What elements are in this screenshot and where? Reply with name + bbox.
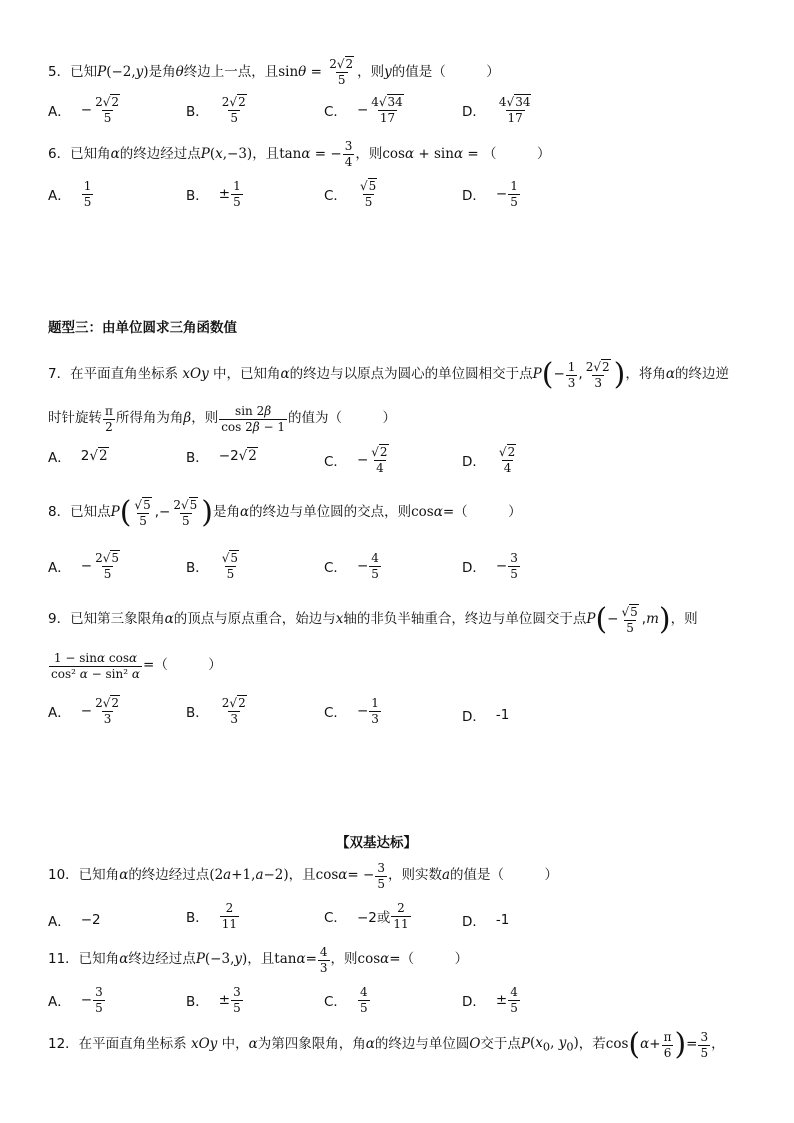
q10-option-b[interactable]: B． 2 11 (186, 901, 238, 931)
q9-option-d[interactable]: D． -1 (462, 707, 510, 725)
q11-option-b[interactable]: B． ± 3 5 (186, 985, 241, 1015)
q12-stem: 12．在平面直角坐标系 xOy 中， α 为第四象限角，角 α 的终边与单位圆 O 交于点 P ($x_0$, $y_0$) ，若 cos ( α + π 6 ) = 3 5 ， (48, 1027, 725, 1062)
q8-option-a[interactable]: A． − 2√5 5 (48, 551, 119, 581)
q8-stem: 8．已知点 P ( √5 5 ,− 2√5 5 ) 是角 α 的终边与单位圆的交点，则 cos α = （ ） (48, 495, 522, 530)
q10-option-d[interactable]: D． -1 (462, 912, 510, 930)
q10-option-c[interactable]: C． −2或 2 11 (324, 901, 409, 931)
q8-option-b[interactable]: B． √5 5 (186, 551, 239, 581)
q7-option-c[interactable]: C． − √2 4 (324, 445, 388, 475)
q7-option-a[interactable]: A． 2 √2 (48, 448, 108, 466)
q6-option-a[interactable]: A． 1 5 (48, 179, 92, 209)
q5-stem: 5．已知P(−2,y)是角θ终边上一点，且sinθ = $\frac{2√2}{5}$ ，则y的值是（ ） (48, 57, 500, 87)
q10-stem: 10．已知角 α 的终边经过点 (2a+1,a−2) ，且 cos α = − 3 5 ，则实数 a 的值是（ ） (48, 861, 559, 891)
q9-option-b[interactable]: B． 2√2 3 (186, 696, 246, 726)
q5-option-c[interactable]: C． − 4√34 17 (324, 95, 403, 125)
q11-option-d[interactable]: D． ± 4 5 (462, 985, 518, 1015)
q11-stem: 11．已知角 α 终边经过点 P (−3,y) ，且 tan α = 4 3 ，则 cos α = （ ） (48, 945, 469, 975)
q9-stem: 9．已知第三象限角 α 的顶点与原点重合，始边与 x 轴的非负半轴重合，终边与单位圆交于点 P ( − √5 5 , m ) ，则 (48, 602, 698, 637)
q9-option-c[interactable]: C． − 1 3 (324, 696, 379, 726)
q6-stem: 6．已知角α的终边经过点P(x,−3)，且tanα = − $\frac{3}{4}$ ，则cosα + sinα = （ ） (48, 139, 551, 169)
q9-option-a[interactable]: A． − 2√2 3 (48, 696, 119, 726)
q8-option-c[interactable]: C． − 4 5 (324, 551, 379, 581)
q8-option-d[interactable]: D． − 3 5 (462, 551, 518, 581)
q6-option-c[interactable]: C． √5 5 (324, 179, 377, 209)
q10-option-a[interactable]: A． −2 (48, 912, 101, 930)
q7-stem: 7．在平面直角坐标系 xOy 中，已知角 α 的终边与以原点为圆心的单位圆相交于点 P ( − 1 3 , 2√2 3 ) ，将角 α 的终边逆 (48, 357, 729, 392)
q5-option-d[interactable]: D． 4√34 17 (462, 95, 531, 125)
section-heading-3: 题型三：由单位圆求三角函数值 (48, 320, 237, 336)
q11-option-a[interactable]: A． − 3 5 (48, 985, 103, 1015)
q7-option-b[interactable]: B． −2 √2 (186, 448, 257, 466)
q6-option-d[interactable]: D． − 1 5 (462, 179, 518, 209)
q7-stem-line2: 时针旋转 π 2 所得角为角 β ，则 sin 2β cos 2β − 1 的值为（ ） (48, 404, 397, 434)
q5-option-a[interactable]: A． − 2√2 5 (48, 95, 119, 125)
q7-option-d[interactable]: D． √2 4 (462, 445, 516, 475)
q6-option-b[interactable]: B． ± 1 5 (186, 179, 241, 209)
q5-option-b[interactable]: B． 2√2 5 (186, 95, 246, 125)
section-title-shuangji: 【双基达标】 (336, 835, 417, 851)
q9-stem-line2: 1 − sinα cosα cos² α − sin² α = （ ） (51, 651, 222, 681)
q11-option-c[interactable]: C． 4 5 (324, 985, 368, 1015)
